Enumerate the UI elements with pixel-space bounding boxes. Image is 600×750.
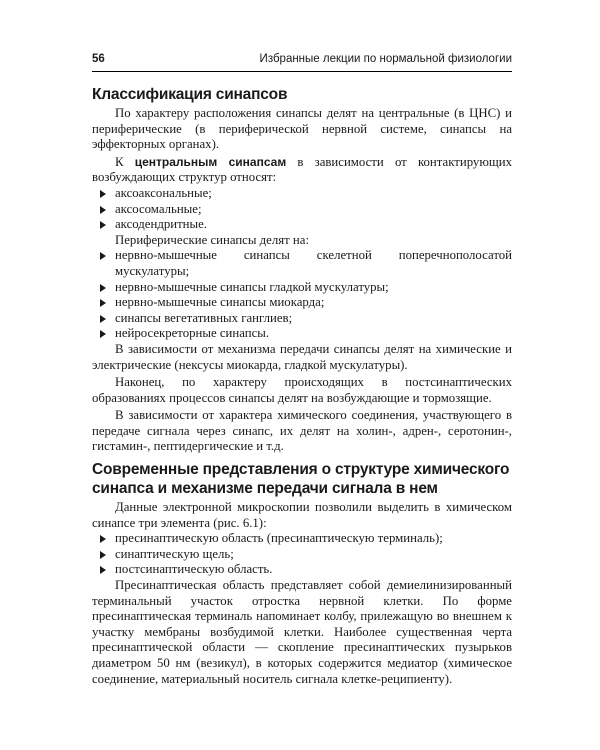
bullet-icon [100, 252, 106, 260]
paragraph: В зависимости от характера химического соединения, участвующего в передаче сигнала через синапс, их делят на холин-, адрен-, серотонин-, гистамин-, пептидергические и т.д. [92, 408, 512, 454]
page-header [92, 53, 512, 71]
central-synapse-list [92, 186, 512, 233]
bullet-icon [100, 190, 106, 198]
bullet-icon [100, 315, 106, 323]
paragraph: Наконец, по характеру происходящих в постсинаптических образованиях процессов синапсы делят на возбуждающие и тормозящие. [92, 375, 512, 405]
bold-term: центральным синапсам [134, 154, 287, 169]
page-number: 56 [92, 53, 105, 65]
paragraph: В зависимости от механизма передачи синапсы делят на химические и электрические (нексусы миокарда, гладкой мускулатуры). [92, 341, 512, 372]
list-item-text: аксодендритные. [115, 217, 208, 232]
paragraph: Данные электронной микроскопии позволили выделить в химическом синапсе три элемента (рис. 6.1): [92, 500, 512, 530]
list-item-text: пресинаптическую область (пресинаптическую терминаль); [115, 531, 443, 546]
list-item-text: постсинаптическую область. [115, 562, 273, 577]
bullet-icon [100, 284, 106, 292]
list-item [92, 217, 512, 233]
paragraph: Периферические синапсы делят на: [115, 232, 309, 247]
bullet-icon [100, 535, 106, 543]
list-item-text: аксосомальные; [115, 201, 202, 216]
list-item [92, 531, 512, 547]
text-run: в зависимости от контактирующих возбуждающих структур относят: [92, 154, 512, 185]
paragraph-central-intro [92, 155, 512, 186]
list-item [92, 295, 512, 311]
list-item-text: нервно-мышечные синапсы миокарда; [115, 295, 325, 310]
list-item-text: нервно-мышечные синапсы скелетной поперечнополосатой мускулатуры; [115, 248, 512, 278]
list-item [92, 311, 512, 327]
bullet-icon [100, 330, 106, 338]
synapse-elements-list [92, 531, 512, 578]
peripheral-synapse-list [92, 248, 512, 342]
list-item [92, 248, 512, 279]
list-item [92, 326, 512, 342]
list-item [92, 547, 512, 563]
bullet-icon [100, 566, 106, 574]
header-rule [92, 71, 512, 72]
list-item [92, 186, 512, 202]
list-item [92, 562, 512, 578]
bullet-icon [100, 551, 106, 559]
section-heading-chemical-synapse: Современные представления о структуре химического синапса и механизме передачи сигнала в нем [92, 461, 510, 497]
text-run: К [115, 154, 135, 169]
list-item [92, 280, 512, 296]
section-heading-classification: Классификация синапсов [92, 86, 288, 103]
list-item-text: нервно-мышечные синапсы гладкой мускулатуры; [115, 279, 389, 294]
bullet-icon [100, 221, 106, 229]
list-item [92, 202, 512, 218]
bullet-icon [100, 299, 106, 307]
section-body-classification [92, 106, 512, 455]
list-item-text: аксоаксональные; [115, 185, 212, 200]
section-body-chemical-synapse [92, 500, 512, 687]
list-item-text: синаптическую щель; [115, 546, 234, 561]
paragraph: Пресинаптическая область представляет собой демиелинизированный терминальный участок отростка нервной клетки. По форме пресинаптическая терминаль напоминает колбу, прилежащую во внешнем к участку мембраны возбудимой клетки. Наиболее существенная черта пресинаптической области — скопление пресинаптических пузырьков диаметром 50 нм (везикул), в которых содержится медиатор (химическое соединение, материальный носитель сигнала клетке-реципиенту). [92, 577, 512, 686]
running-title: Избранные лекции по нормальной физиологии [259, 53, 512, 65]
bullet-icon [100, 206, 106, 214]
list-item-text: синапсы вегетативных ганглиев; [115, 310, 293, 325]
paragraph: По характеру расположения синапсы делят на центральные (в ЦНС) и периферические (в периферической нервной системе, синапсы на эффекторных органах). [92, 106, 512, 152]
list-item-text: нейросекреторные синапсы. [115, 326, 270, 341]
